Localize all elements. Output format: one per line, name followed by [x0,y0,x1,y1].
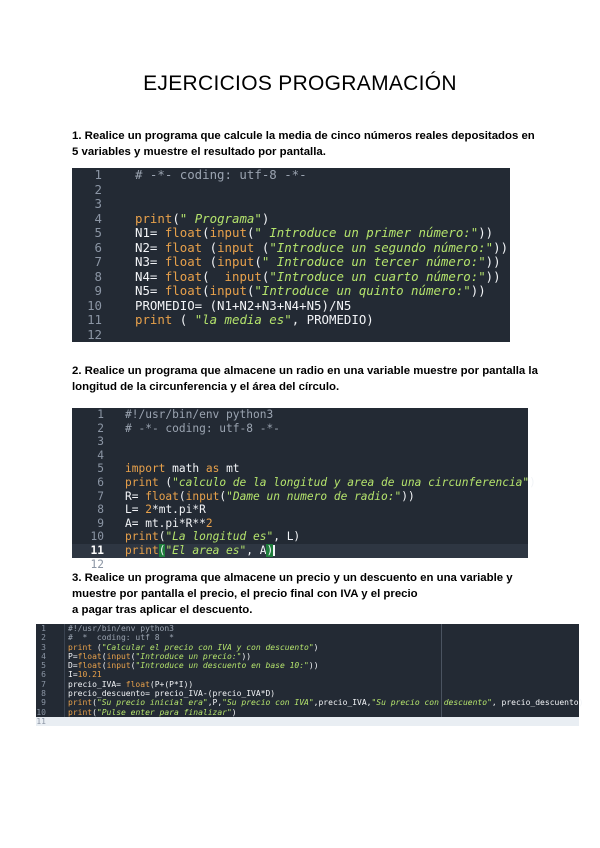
line-number: 2 [97,421,104,435]
line-number: 11 [36,716,46,726]
line-number: 8 [41,689,46,699]
code-token: ( [92,642,102,652]
line-number: 12 [90,557,104,571]
line-number: 3 [97,435,104,449]
code-token: # -*- coding: utf-8 -*- [135,167,307,182]
text-cursor [273,545,275,556]
code-token: ( [158,530,166,544]
code-line[interactable] [72,449,528,463]
code-token: print [135,210,173,226]
code-token: ( [246,225,255,240]
code-token: ( [202,283,210,298]
code-token: ) [529,475,536,489]
line-number: 8 [97,503,104,517]
code-line[interactable] [72,503,528,517]
line-number: 4 [97,448,104,462]
code-token: ( [101,661,107,671]
code-token: print [68,698,93,708]
code-token: #!/usr/bin/env python3 [68,624,174,633]
code-token: float [77,651,102,661]
code-token: D= [68,661,78,671]
line-number: 2 [94,181,102,197]
code-token: float [125,679,150,689]
code-line[interactable] [36,708,579,717]
code-token: float [77,661,102,671]
code-line[interactable] [72,435,528,449]
code-token: "La longitud es" [165,530,274,544]
line-number: 11 [87,312,102,327]
code-line[interactable] [72,517,528,531]
code-token: # * coding: utf 8 * [68,633,174,643]
code-token: )) [401,489,415,503]
code-token: float [145,489,179,503]
line-number: 3 [94,196,102,211]
code-token: "El area es" [165,543,247,557]
code-line[interactable] [72,544,528,558]
code-token: ( [158,475,173,489]
code-token: "Introduce un quinto número:" [254,283,471,298]
code-token: "Pulse enter para finalizar" [96,707,232,717]
code-line[interactable] [72,197,510,212]
line-number: 6 [97,475,104,489]
code-line[interactable] [72,328,510,343]
code-token: ( [92,707,97,717]
code-token: "la media es" [194,312,292,327]
code-token: input [185,489,220,503]
line-number: 3 [41,642,46,652]
line-number: 8 [94,268,102,284]
code-token: )) [241,651,252,661]
code-token: input [106,661,131,671]
code-line[interactable] [72,255,510,270]
exercise-1-statement: 1. Realice un programa que calcule la media de cinco números reales depositados en 5 variables y muestre el resultado por pantalla. [72,130,535,158]
code-line[interactable] [72,241,510,256]
line-number: 7 [94,254,102,269]
code-token: ( [254,239,270,255]
code-token: )) [308,661,319,671]
code-token: input [209,225,247,240]
code-token: ,P, [207,698,223,708]
line-number: 10 [36,707,46,717]
code-token: ( [130,661,136,671]
code-token: "Su precio inicial era" [96,698,208,708]
code-token: precio_IVA= [68,679,126,689]
code-token: , PROMEDIO) [291,312,374,327]
code-token: ( [172,312,195,327]
code-token: N4= [135,268,165,284]
code-token: float [164,254,203,269]
code-line[interactable] [72,183,510,198]
code-line[interactable] [72,212,510,227]
code-token: N2= [135,239,165,255]
code-token: ( [92,698,97,708]
code-line[interactable] [36,652,579,661]
line-number: 5 [41,661,46,671]
code-token: , precio_descuento) [491,698,584,708]
code-line[interactable] [72,408,528,422]
code-token: "Su precio con IVA" [222,698,314,708]
code-token: 2 [145,503,152,517]
code-token: float [164,283,203,298]
code-token: ( [261,268,270,284]
code-editor-3[interactable] [36,624,584,726]
code-editor-1[interactable] [72,168,510,342]
code-token: print [125,543,159,557]
code-token: ( [158,543,166,557]
code-token: as [205,462,220,476]
line-number: 1 [97,408,104,421]
line-number: 9 [41,698,46,708]
line-number: 5 [94,225,102,240]
line-number: 10 [90,530,104,544]
code-token: 2 [205,516,213,530]
code-token: ( [219,489,227,503]
line-number: 5 [97,462,104,476]
code-line[interactable] [72,226,510,241]
code-token: ( [172,210,180,226]
code-token: ( [254,254,262,269]
code-line[interactable] [36,717,579,726]
code-line[interactable] [72,284,510,299]
line-number: 7 [41,679,46,689]
code-line[interactable] [36,670,579,679]
line-number: 1 [94,167,102,182]
code-token: , A [246,543,267,557]
code-token: print [125,530,159,544]
code-token: "Su precio con descuento" [371,698,492,708]
code-token: ( [130,651,136,661]
code-token: float [164,239,203,255]
code-editor-2[interactable] [72,408,536,571]
code-line[interactable] [72,475,536,490]
code-token: ) [231,707,237,717]
line-number: 6 [94,239,102,255]
code-token: import [125,462,166,476]
code-token: "Introduce un cuarto número:" [269,268,486,284]
code-token: )) [485,268,501,284]
code-token: input [217,239,255,255]
code-line[interactable] [72,530,528,544]
code-token: print [125,475,159,489]
code-token: , L) [273,530,301,544]
code-line[interactable] [36,680,579,689]
code-token: "calculo de la longitud y area de una circunferencia" [172,475,530,489]
code-token: PROMEDIO= (N1+N2+N3+N4+N5)/N5 [135,297,352,313]
code-token: ( [178,489,186,503]
code-line[interactable] [72,299,510,314]
code-line[interactable] [36,689,579,698]
line-number: 12 [87,326,102,342]
code-token: P= [68,651,78,661]
line-number: 4 [41,651,46,661]
code-token: N1= [135,225,165,240]
exercise-3-statement: 3. Realice un programa que almacene un precio y un descuento en una variable y muestre por pantalla el precio, el precio final con IVA y el precio a pagar tras aplicar el descuento. [72,572,513,616]
code-token: ( [246,283,255,298]
code-line[interactable] [36,633,579,642]
code-token: input [217,254,255,269]
line-number: 1 [41,624,46,633]
code-token: ( [202,268,225,284]
code-token: )) [470,283,486,298]
code-token: print [135,312,173,327]
line-number: 2 [41,633,46,643]
code-token: input [209,283,247,298]
code-token: L= [125,503,146,517]
code-token: float [164,225,203,240]
code-token: "Calcular el precio con IVA y con descuento" [101,642,314,652]
code-line[interactable] [36,661,579,670]
code-token: print [68,707,93,717]
line-number: 9 [97,516,104,530]
code-token: *mt.pi*R [151,503,206,517]
code-token: ( [202,254,218,269]
code-token: "Introduce un segundo número:" [269,239,494,255]
code-token: A= mt.pi*R** [125,516,206,530]
line-number: 9 [94,283,102,298]
line-number: 6 [41,670,46,680]
code-token: ) [313,642,319,652]
line-number: 10 [87,297,102,313]
code-token: ( [101,651,107,661]
code-token: "Introduce un precio:" [135,651,242,661]
code-line[interactable] [36,698,584,708]
code-line[interactable] [36,643,579,652]
code-token: R= [125,489,146,503]
code-token: ,precio_IVA, [313,698,372,708]
code-token: precio_descuento= precio_IVA-(precio_IVA*D) [68,689,276,699]
code-token: "Introduce un descuento en base 10:" [135,661,309,671]
code-token: 10.21 [77,670,102,680]
exercise-2-statement: 2. Realice un programa que almacene un radio en una variable muestre por pantalla la longitud de la circunferencia y el área del círculo. [72,365,538,393]
code-token: ) [266,543,274,557]
code-token: ( [202,239,218,255]
code-line[interactable] [72,422,528,436]
line-number: 7 [97,489,104,503]
code-token: mt [219,462,240,476]
code-token: ( [202,225,210,240]
code-token: )) [478,225,494,240]
code-token: " Introduce un tercer número:" [261,254,486,269]
code-line[interactable] [72,462,528,476]
code-token: float [164,268,203,284]
code-token: I= [68,670,78,680]
code-token: "Dame un numero de radio:" [226,489,402,503]
line-number: 4 [94,210,102,226]
code-token: #!/usr/bin/env python3 [125,408,274,421]
code-line[interactable] [36,624,579,633]
code-token: )) [485,254,501,269]
document-title: EJERCICIOS PROGRAMACIÓN [143,72,457,95]
code-line[interactable] [72,270,510,285]
code-line[interactable] [72,168,510,183]
code-token: )) [493,239,509,255]
code-token: ) [261,210,270,226]
code-token: " Introduce un primer número:" [254,225,479,240]
code-token: N3= [135,254,165,269]
code-token: # -*- coding: utf-8 -*- [125,421,280,435]
line-number: 11 [90,543,104,557]
code-token: print [68,642,93,652]
code-token: input [224,268,262,284]
code-token: N5= [135,283,165,298]
code-line[interactable] [72,313,510,328]
code-line[interactable] [72,490,528,504]
code-token: input [106,651,131,661]
code-token: math [165,462,206,476]
code-token: (P+(P*I)) [149,679,194,689]
code-token: " Programa" [179,210,262,226]
